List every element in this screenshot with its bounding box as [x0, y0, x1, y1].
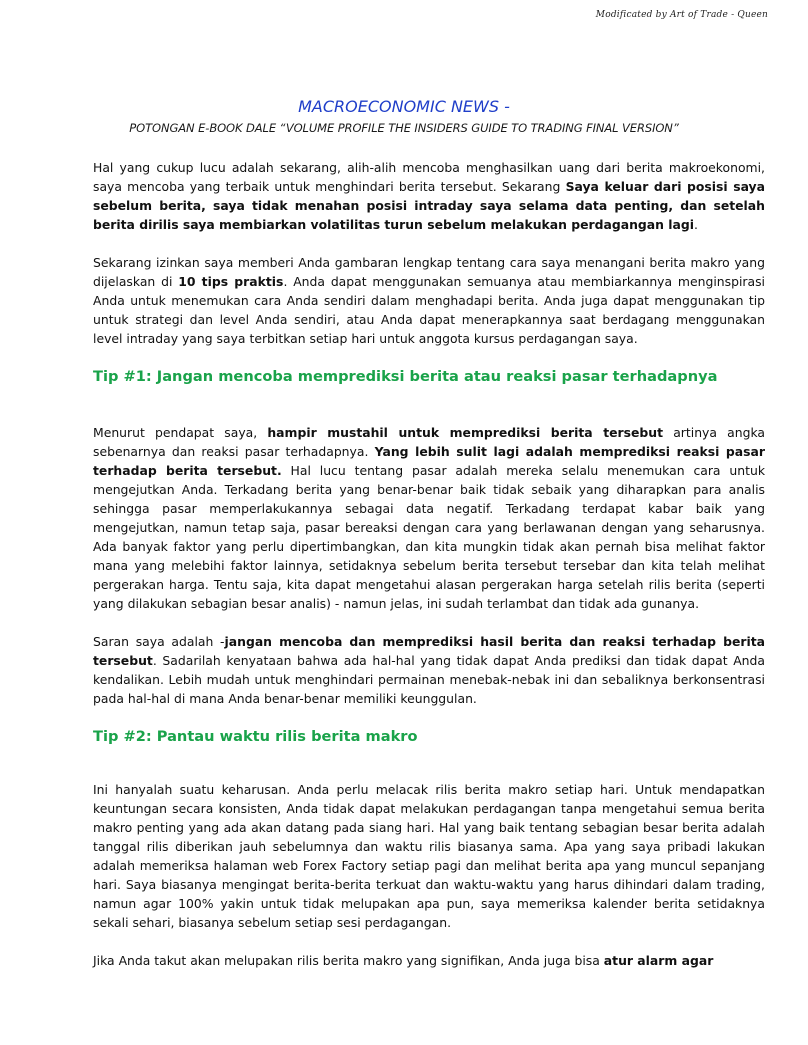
- paragraph-tip-2-body: Ini hanyalah suatu keharusan. Anda perlu melacak rilis berita makro setiap hari. Untuk mendapatkan keuntungan secara konsisten, Anda tidak dapat melakukan perdagangan tanpa mengetahui semua berita makro penting yang ada akan datang pada siang hari. Hal yang baik tentang sebagian besar berita adalah tanggal rilis diberikan jauh sebelumnya dan waktu rilis biasanya sama. Apa yang saya pribadi lakukan adalah memeriksa halaman web Forex Factory setiap pagi dan melihat berita apa yang muncul sepanjang hari. Saya biasanya mengingat berita-berita terkuat dan waktu-waktu yang harus dihindari dalam trading, namun agar 100% yakin untuk tidak melupakan apa pun, saya memeriksa kalender berita setidaknya sekali sehari, biasanya sebelum setiap sesi perdagangan.: [93, 782, 765, 930]
- bold-text: 10 tips praktis: [178, 274, 284, 289]
- tip-1-heading: Tip #1: Jangan mencoba memprediksi berita atau reaksi pasar terhadapnya: [93, 368, 718, 385]
- bold-text: jangan mencoba dan memprediksi hasil berita dan reaksi terhadap berita tersebut: [93, 634, 766, 668]
- bold-text: atur alarm agar: [603, 953, 714, 968]
- text: Hal yang cukup lucu adalah sekarang, alih-alih mencoba menghasilkan uang dari berita makroekonomi, saya mencoba yang terbaik untuk menghindari berita tersebut. Sekarang: [93, 160, 765, 194]
- document-title: MACROECONOMIC NEWS -: [298, 97, 510, 116]
- text: Sekarang izinkan saya memberi Anda gambaran lengkap tentang cara saya menangani berita makro yang dijelaskan di: [93, 255, 765, 289]
- text: artinya angka sebenarnya dan reaksi pasar terhadapnya.: [93, 425, 766, 459]
- text: . Anda dapat menggunakan semuanya atau membiarkannya menginspirasi Anda untuk menemukan cara Anda sendiri dalam menghadapi berita. Anda juga dapat menggunakan tip untuk strategi dan level Anda sendiri, atau Anda dapat menerapkannya saat berdagang menggunakan level intraday yang saya terbitkan setiap hari untuk anggota kursus perdagangan saya.: [93, 274, 765, 346]
- paragraph-tip-1-body: [93, 423, 765, 613]
- document-body: [93, 158, 765, 989]
- bold-text: hampir mustahil untuk memprediksi berita tersebut: [267, 425, 664, 440]
- bold-text: Saya keluar dari posisi saya sebelum berita, saya tidak menahan posisi intraday saya selama data penting, dan setelah berita dirilis saya membiarkan volatilitas turun sebelum melakukan perdagangan lagi: [93, 179, 765, 232]
- page-header-note: Modificated by Art of Trade - Queen: [595, 10, 768, 20]
- document-subtitle: POTONGAN E-BOOK DALE “VOLUME PROFILE THE INSIDERS GUIDE TO TRADING FINAL VERSION”: [129, 121, 679, 135]
- text: .: [694, 217, 698, 232]
- tip-2-heading: Tip #2: Pantau waktu rilis berita makro: [93, 728, 418, 745]
- text: Menurut pendapat saya,: [93, 425, 268, 440]
- text: Saran saya adalah -: [93, 634, 225, 649]
- paragraph-intro: [93, 158, 765, 234]
- paragraph-tips-overview: [93, 253, 765, 348]
- paragraph-tip-2-alarm: [93, 951, 765, 970]
- text: Hal lucu tentang pasar adalah mereka selalu menemukan cara untuk mengejutkan Anda. Terkadang berita yang benar-benar baik tidak sebaik yang diharapkan para analis sehingga pasar memperlakukannya sebagai data negatif. Terkadang terdapat kabar baik yang mengejutkan, namun tetap saja, pasar bereaksi dengan cara yang berlawanan dengan yang seharusnya. Ada banyak faktor yang perlu dipertimbangkan, dan kita mungkin tidak akan pernah bisa melihat faktor mana yang melebihi faktor lainnya, setidaknya sebelum berita tersebut tersebar dan kita telah melihat pergerakan harga. Tentu saja, kita dapat mengetahui alasan pergerakan harga setelah rilis berita (seperti yang dilakukan sebagian besar analis) - namun jelas, ini sudah terlambat dan tidak ada gunanya.: [93, 463, 765, 611]
- text: Jika Anda takut akan melupakan rilis berita makro yang signifikan, Anda juga bisa: [93, 953, 604, 968]
- title-block: [60, 96, 748, 138]
- text: . Sadarilah kenyataan bahwa ada hal-hal yang tidak dapat Anda prediksi dan tidak dapat Anda kendalikan. Lebih mudah untuk menghindari permainan menebak-nebak ini dan sebaliknya berkonsentrasi pada hal-hal di mana Anda benar-benar memiliki keunggulan.: [93, 653, 765, 706]
- bold-text: Yang lebih sulit lagi adalah memprediksi reaksi pasar terhadap berita tersebut.: [93, 444, 766, 478]
- paragraph-tip-1-advice: [93, 632, 765, 708]
